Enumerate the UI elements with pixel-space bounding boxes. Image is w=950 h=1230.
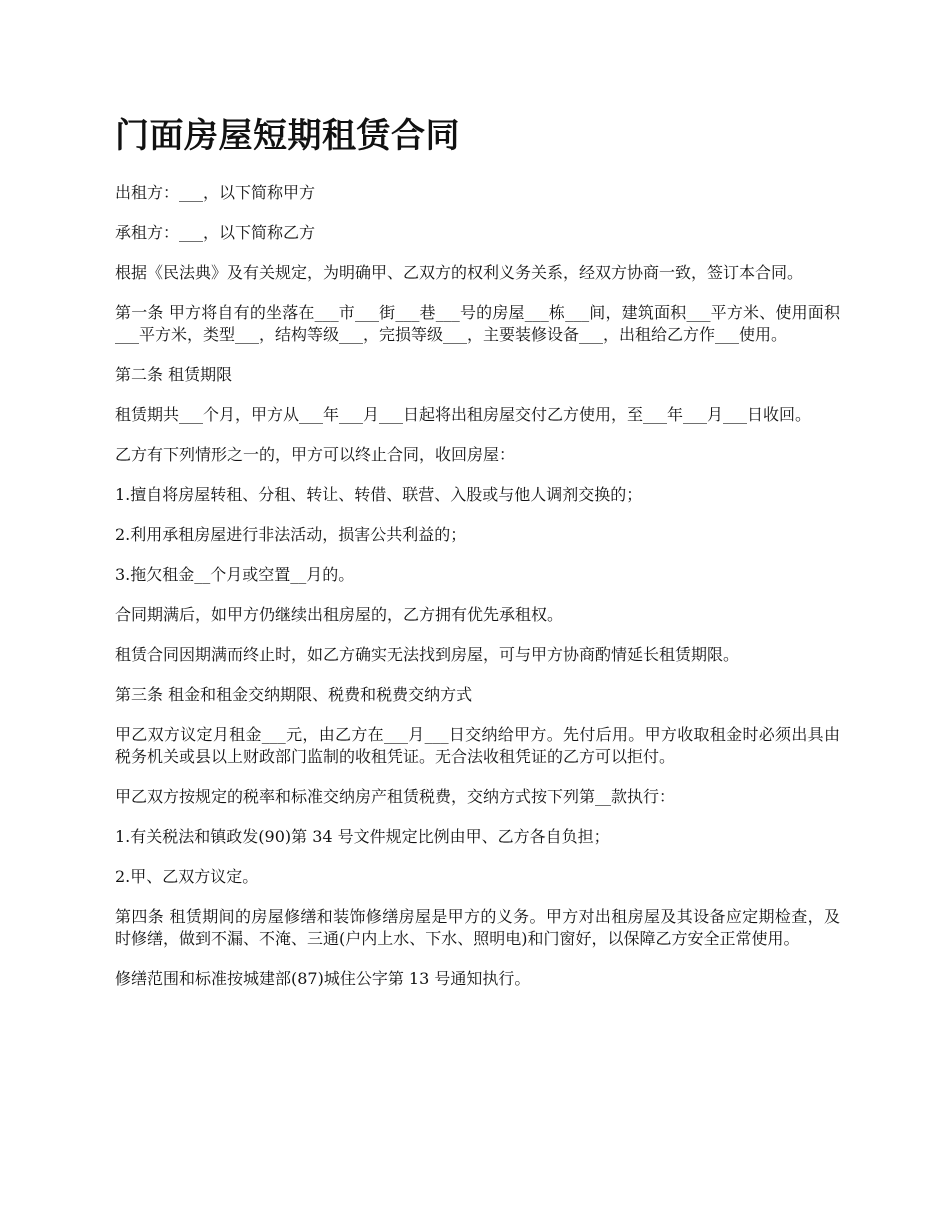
repair-scope-paragraph: 修缮范围和标准按城建部(87)城住公字第 13 号通知执行。 (115, 969, 531, 988)
rent-payment-paragraph: 甲乙双方议定月租金___元，由乙方在___月___日交纳给甲方。先付后用。甲方收取租金时必须出具由税务机关或县以上财政部门监制的收租凭证。无合法收租凭证的乙方可以拒付。 (115, 725, 840, 766)
priority-renewal-paragraph: 合同期满后，如甲方仍继续出租房屋的，乙方拥有优先承租权。 (115, 605, 564, 624)
article-2-heading: 第二条 租赁期限 (115, 365, 233, 384)
termination-intro-paragraph: 乙方有下列情形之一的，甲方可以终止合同，收回房屋： (115, 445, 516, 464)
lease-term-paragraph: 租赁期共___个月，甲方从___年___月___日起将出租房屋交付乙方使用，至___年___月___日收回。 (115, 405, 812, 424)
tax-item-1: 1.有关税法和镇政发(90)第 34 号文件规定比例由甲、乙方各自负担； (115, 827, 610, 846)
extension-paragraph: 租赁合同因期满而终止时，如乙方确实无法找到房屋，可与甲方协商酌情延长租赁期限。 (115, 645, 740, 664)
document-title: 门面房屋短期租赁合同 (115, 116, 460, 156)
article-1-paragraph: 第一条 甲方将自有的坐落在___市___街___巷___号的房屋___栋___间，建筑面积___平方米、使用面积___平方米，类型___，结构等级___，完损等级___，主要装修设备___，出租给乙方作___使用。 (115, 303, 840, 344)
document-page (115, 112, 840, 1008)
tax-item-2: 2.甲、乙双方议定。 (115, 867, 259, 886)
lessor-line: 出租方：___，以下简称甲方 (115, 183, 316, 202)
article-3-heading: 第三条 租金和租金交纳期限、税费和税费交纳方式 (115, 685, 473, 704)
tax-payment-paragraph: 甲乙双方按规定的税率和标准交纳房产租赁税费，交纳方式按下列第__款执行： (115, 787, 676, 806)
lessee-line: 承租方：___，以下简称乙方 (115, 223, 316, 242)
termination-item-1: 1.擅自将房屋转租、分租、转让、转借、联营、入股或与他人调剂交换的； (115, 485, 643, 504)
article-4-paragraph: 第四条 租赁期间的房屋修缮和装饰修缮房屋是甲方的义务。甲方对出租房屋及其设备应定期检查，及时修缮，做到不漏、不淹、三通(户内上水、下水、照明电)和门窗好，以保障乙方安全正常使用。 (115, 907, 840, 948)
termination-item-3: 3.拖欠租金__个月或空置__月的。 (115, 565, 355, 584)
termination-item-2: 2.利用承租房屋进行非法活动，损害公共利益的； (115, 525, 467, 544)
preamble-paragraph: 根据《民法典》及有关规定，为明确甲、乙双方的权利义务关系，经双方协商一致，签订本合同。 (115, 263, 804, 282)
